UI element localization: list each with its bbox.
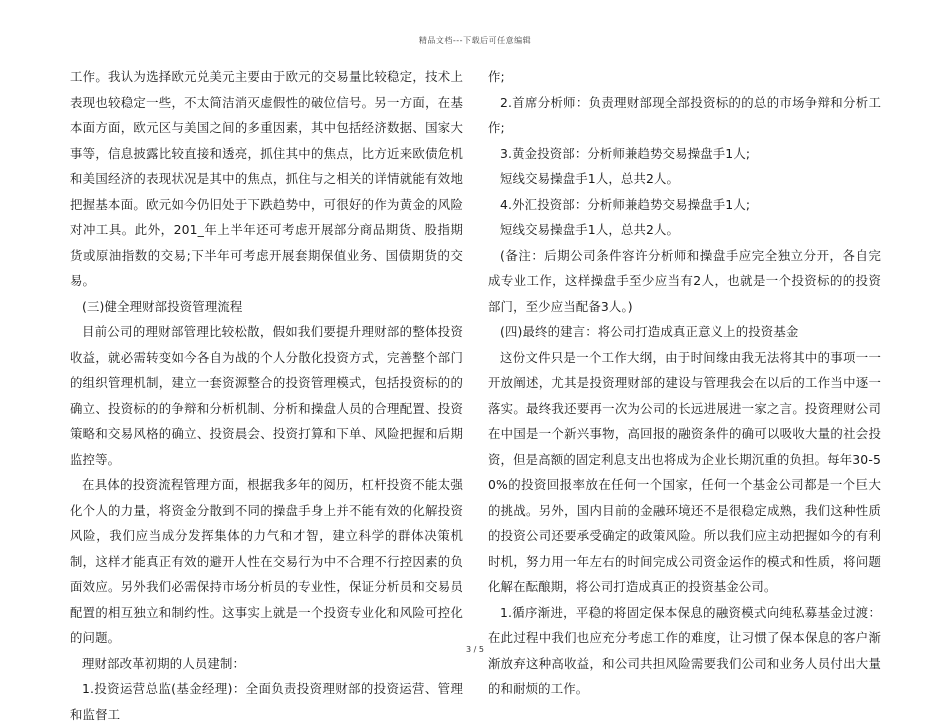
note-paragraph: (备注：后期公司条件容许分析师和操盘手应完全独立分开，各自完成专业工作，这样操盘手至少应当有2人，也就是一个投资标的的投资部门，至少应当配备3人。) [488,247,881,314]
section-heading: (三)健全理财部投资管理流程 [82,298,243,314]
paragraph: 这份文件只是一个工作大纲，由于时间缘由我无法将其中的事项一一开放阐述，尤其是投资理财部的建设与管理我会在以后的工作当中逐一落实。最终我还要再一次为公司的长远进展进一家之言。投资理财公司在中国是一个新兴事物，高回报的融资条件的确可以吸收大量的社会投资，但是高额的固定利息支出也将成为企业长期沉重的负担。每年30-50%的投资回报率放在任何一个国家，任何一个基金公司都是一个巨大的挑战。另外，国内目前的金融环境还不是很稳定成熟，我们这种性质的投资公司还要承受确定的政策风险。所以我们应主动把握如今的有利时机，努力用一年左右的时间完成公司资金运作的模式和性质，将问题化解在酝酿期，将公司打造成真正的投资基金公司。 [488,349,881,594]
paragraph: 目前公司的理财部管理比较松散，假如我们要提升理财部的整体投资收益，就必需转变如今各自为战的个人分散化投资方式，完善整个部门的组织管理机制，建立一套资源整合的投资管理模式，包括投资标的的确立、投资标的的争辩和分析机制、分析和操盘人员的合理配置、投资策略和交易风格的确立、投资晨会、投资打算和下单、风险把握和后期监控等。 [70,324,463,467]
left-text-column [70,64,463,727]
page-header: 精品文档---下载后可任意编辑 [418,36,532,45]
list-item: 短线交易操盘手1人，总共2人。 [500,222,680,237]
list-item: 3.黄金投资部：分析师兼趋势交易操盘手1人; [500,145,751,161]
list-item: 4.外汇投资部：分析师兼趋势交易操盘手1人; [500,196,751,212]
list-item: 短线交易操盘手1人，总共2人。 [500,171,680,186]
paragraph: 理财部改革初期的人员建制： [82,655,246,671]
list-item: 2.首席分析师：负责理财部现全部投资标的的总的市场争辩和分析工作; [488,94,881,135]
paragraph: 在具体的投资流程管理方面，根据我多年的阅历，杠杆投资不能太强化个人的力量，将资金分散到不同的操盘手身上并不能有效的化解投资风险，我们应当成分发挥集体的力气和才智，建立科学的群体决策机制，这样才能真正有效的避开人性在交易行为中不合理不行控因素的负面效应。另外我们必需保持市场分析员的专业性，保证分析员和交易员配置的相互独立和制约性。这事实上就是一个投资专业化和风险可控化的问题。 [70,477,463,645]
list-item: 1.投资运营总监(基金经理)：全面负责投资理财部的投资运营、管理和监督工 [70,681,463,722]
right-text-column [488,64,881,702]
paragraph: 作; [488,69,505,84]
page-number: 3 / 5 [466,645,484,654]
paragraph: 工作。我认为选择欧元兑美元主要由于欧元的交易量比较稳定，技术上表现也较稳定一些，不太简洁消灭虚假性的破位信号。另一方面，在基本面方面，欧元区与美国之间的多重因素，其中包括经济数据、国家大事等，信息披露比较直接和透亮，抓住其中的焦点，比方近来欧债危机和美国经济的表现状况是其中的焦点，抓住与之相关的详情就能有效地把握基本面。欧元如今仍旧处于下跌趋势中，可很好的作为黄金的风险对冲工具。此外，201_年上半年还可考虑开展部分商品期货、股指期货或原油指数的交易;下半年可考虑开展套期保值业务、国债期货的交易。 [70,69,463,288]
list-item: 1.循序渐进，平稳的将固定保本保息的融资模式向纯私募基金过渡：在此过程中我们也应充分考虑工作的难度，让习惯了保本保息的客户渐渐放弃这种高收益，和公司共担风险需要我们公司和业务人员付出大量的和耐烦的工作。 [488,604,881,696]
section-heading: (四)最终的建言：将公司打造成真正意义上的投资基金 [500,324,799,339]
